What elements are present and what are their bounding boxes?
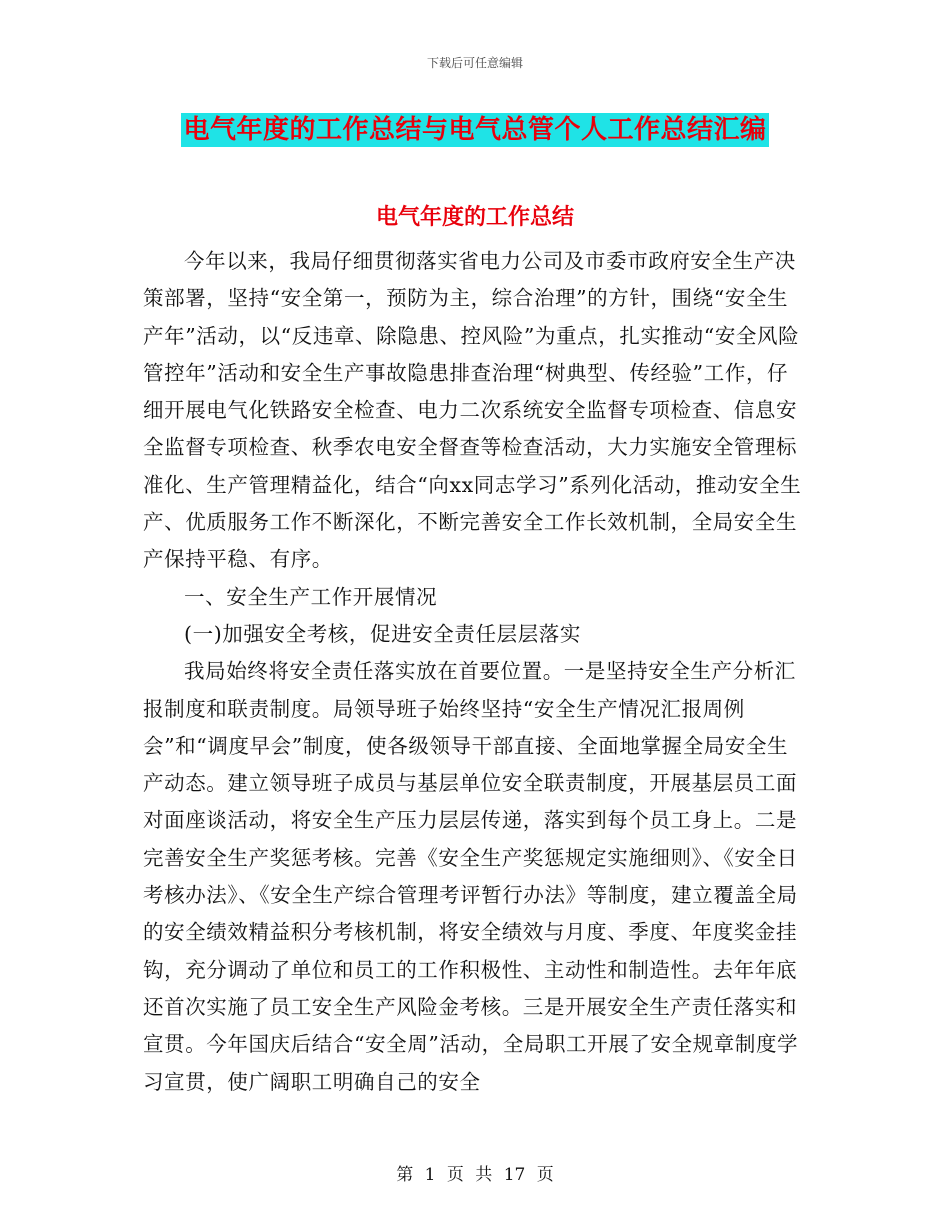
page-label-total-prefix: 共 (475, 1165, 493, 1185)
document-title-wrap (0, 113, 950, 147)
page-label-suffix: 页 (536, 1165, 554, 1185)
page-current: 1 (424, 1165, 436, 1185)
paragraph-intro: 今年以来，我局仔细贯彻落实省电力公司及市委市政府安全生产决策部署，坚持“安全第一，预防为主，综合治理”的方针，围绕“安全生产年”活动，以“反违章、除隐患、控风险”为重点，扎实推动“安全风险管控年”活动和安全生产事故隐患排查治理“树典型、传经验”工作，仔细开展电气化铁路安全检查、电力二次系统安全监督专项检查、信息安全监督专项检查、秋季农电安全督查等检查活动，大力实施安全管理标准化、生产管理精益化，结合“向xx同志学习”系列化活动，推动安全生产、优质服务工作不断深化，不断完善安全工作长效机制，全局安全生产保持平稳、有序。 (143, 249, 802, 572)
document-title: 电气年度的工作总结与电气总管个人工作总结汇编 (183, 115, 767, 145)
heading-level-2: (一)加强安全考核，促进安全责任层层落实 (184, 621, 581, 646)
page-label-prefix: 第 (396, 1165, 414, 1185)
page-footer (0, 1160, 950, 1185)
document-body (143, 243, 808, 1101)
page-total: 17 (503, 1165, 526, 1185)
paragraph-body: 我局始终将安全责任落实放在首要位置。一是坚持安全生产分析汇报制度和联责制度。局领导班子始终坚持“安全生产情况汇报周例会”和“调度早会”制度，使各级领导干部直接、全面地掌握全局安全生产动态。建立领导班子成员与基层单位安全联责制度，开展基层员工面对面座谈活动，将安全生产压力层层传递，落实到每个员工身上。二是完善安全生产奖惩考核。完善《安全生产奖惩规定实施细则》、《安全日考核办法》、《安全生产综合管理考评暂行办法》等制度，建立覆盖全局的安全绩效精益积分考核机制，将安全绩效与月度、季度、年度奖金挂钩，充分调动了单位和员工的工作积极性、主动性和制造性。去年年底还首次实施了员工安全生产风险金考核。三是开展安全生产责任落实和宣贯。今年国庆后结合“安全周”活动，全局职工开展了安全规章制度学习宣贯，使广阔职工明确自己的安全 (143, 659, 799, 1094)
section-title: 电气年度的工作总结 (375, 204, 574, 230)
header-note: 下载后可任意编辑 (426, 56, 523, 70)
heading-level-1: 一、安全生产工作开展情况 (184, 584, 438, 609)
page-label-middle: 页 (446, 1165, 464, 1185)
